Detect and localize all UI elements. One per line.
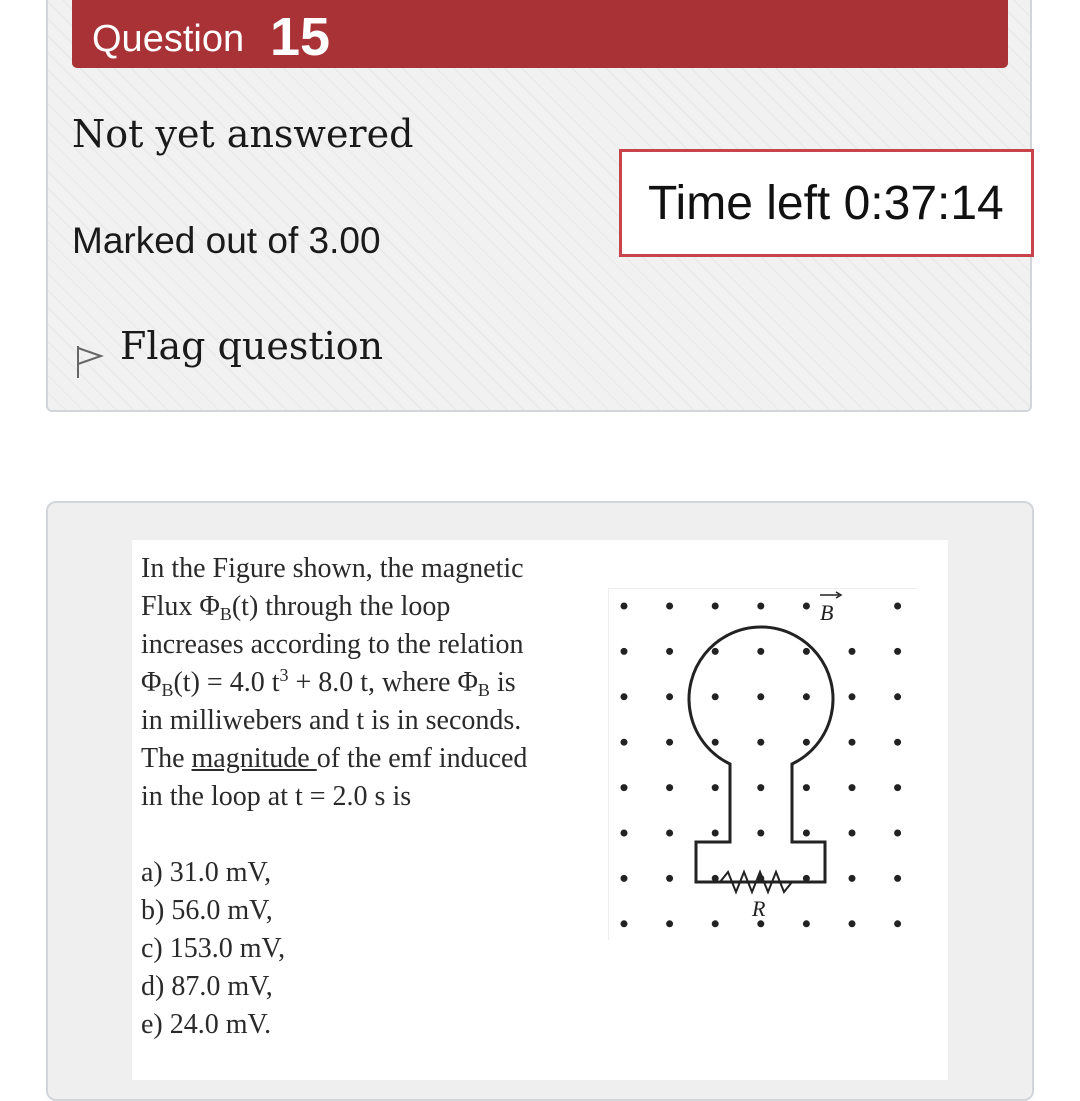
field-dot bbox=[849, 830, 856, 837]
field-dot bbox=[621, 875, 628, 882]
field-dot bbox=[757, 693, 764, 700]
field-dot bbox=[666, 693, 673, 700]
field-dot bbox=[803, 784, 810, 791]
problem-line: Flux $\Phi_B(t)$ through the loop bbox=[141, 591, 451, 624]
problem-text bbox=[141, 550, 591, 816]
field-dot bbox=[849, 739, 856, 746]
field-dot bbox=[803, 603, 810, 610]
field-dot bbox=[666, 784, 673, 791]
field-dot bbox=[621, 830, 628, 837]
field-dot bbox=[894, 739, 901, 746]
answer-options bbox=[141, 854, 285, 1044]
field-dot bbox=[666, 830, 673, 837]
problem-line: The magnitude of the emf induced bbox=[141, 743, 528, 774]
field-dot bbox=[712, 784, 719, 791]
field-dot bbox=[621, 784, 628, 791]
field-dot bbox=[849, 648, 856, 655]
field-dot bbox=[849, 875, 856, 882]
field-dot bbox=[894, 830, 901, 837]
field-dot bbox=[757, 830, 764, 837]
option-c: c) 153.0 mV, bbox=[141, 933, 286, 964]
field-dot bbox=[803, 648, 810, 655]
field-dot bbox=[712, 830, 719, 837]
problem-line: in milliwebers and t is in seconds. bbox=[141, 705, 522, 736]
field-dot bbox=[757, 648, 764, 655]
field-dot bbox=[757, 739, 764, 746]
field-dot bbox=[621, 739, 628, 746]
field-dot bbox=[712, 920, 719, 927]
problem-equation: $\Phi_B(t) = 4.0$ $t^3 + 8.0$ t, where $\Phi_B$ is bbox=[141, 665, 516, 700]
field-dot bbox=[803, 693, 810, 700]
field-dot bbox=[712, 739, 719, 746]
field-label: B bbox=[820, 600, 834, 625]
field-dot bbox=[757, 603, 764, 610]
loop-figure bbox=[608, 588, 918, 940]
problem-line: In the Figure shown, the magnetic bbox=[141, 553, 524, 584]
problem-line: in the loop at t = 2.0 s is bbox=[141, 781, 412, 812]
question-state: Not yet answered bbox=[72, 112, 414, 156]
field-dot bbox=[894, 648, 901, 655]
option-a: a) 31.0 mV, bbox=[141, 857, 272, 888]
field-dot bbox=[621, 693, 628, 700]
field-dot bbox=[894, 920, 901, 927]
field-dot bbox=[803, 920, 810, 927]
field-dot bbox=[712, 603, 719, 610]
field-dot bbox=[803, 830, 810, 837]
question-grade: Marked out of 3.00 bbox=[72, 220, 381, 261]
field-dot bbox=[803, 739, 810, 746]
flag-icon[interactable] bbox=[74, 344, 104, 380]
field-dot bbox=[712, 693, 719, 700]
field-dot bbox=[894, 875, 901, 882]
resistor-label: R bbox=[752, 896, 766, 921]
field-dot bbox=[621, 603, 628, 610]
option-e: e) 24.0 mV. bbox=[141, 1009, 272, 1040]
field-dot bbox=[894, 693, 901, 700]
field-dot bbox=[666, 920, 673, 927]
problem-line: increases according to the relation bbox=[141, 629, 524, 660]
field-dot bbox=[849, 920, 856, 927]
field-dot bbox=[666, 603, 673, 610]
question-number-bar bbox=[72, 0, 1008, 68]
field-dot bbox=[666, 875, 673, 882]
field-dot bbox=[894, 603, 901, 610]
field-dot bbox=[849, 693, 856, 700]
field-dot bbox=[712, 648, 719, 655]
field-dot bbox=[666, 648, 673, 655]
flag-question-link[interactable]: Flag question bbox=[120, 324, 384, 368]
option-d: d) 87.0 mV, bbox=[141, 971, 273, 1002]
field-dot bbox=[757, 920, 764, 927]
quiz-timer bbox=[619, 149, 1034, 257]
field-dot bbox=[621, 920, 628, 927]
field-dot bbox=[621, 648, 628, 655]
magnetic-field-dots bbox=[621, 603, 902, 928]
field-dot bbox=[757, 784, 764, 791]
question-number: 15 bbox=[270, 7, 331, 67]
wire-loop bbox=[689, 627, 833, 882]
timer-text: Time left 0:37:14 bbox=[648, 177, 1004, 230]
field-dot bbox=[849, 784, 856, 791]
option-b: b) 56.0 mV, bbox=[141, 895, 273, 926]
field-dot bbox=[894, 784, 901, 791]
question-label: Question bbox=[92, 18, 245, 60]
field-dot bbox=[666, 739, 673, 746]
